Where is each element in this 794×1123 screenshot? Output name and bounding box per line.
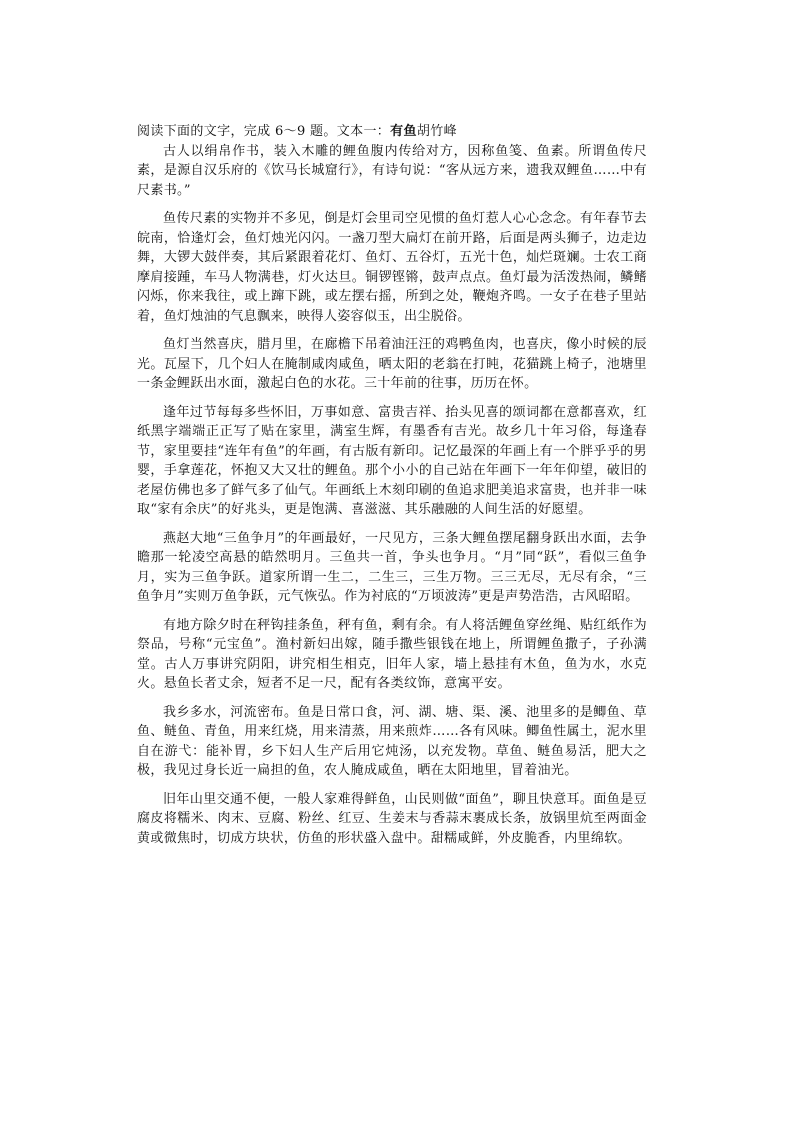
- paragraph-8: 旧年山里交通不便，一般人家难得鲜鱼，山民则做“面鱼”，聊且快意耳。面鱼是豆腐皮将糯米、肉末、豆腐、粉丝、红豆、生姜末与香蒜末裹成长条，放锅里炕至两面金黄或微焦时，切成方块状，仿鱼的形状盛入盘中。甜糯咸鲜，外皮脆香，内里绵软。: [137, 791, 647, 846]
- paragraph-1: 古人以绢帛作书，装入木雕的鲤鱼腹内传给对方，因称鱼笺、鱼素。所谓鱼传尺素，是源自汉乐府的《饮马长城窟行》，有诗句说：“客从远方来，遗我双鲤鱼……中有尺素书。”: [137, 143, 647, 198]
- paragraph-6: 有地方除夕时在秤钩挂条鱼，秤有鱼，剩有余。有人将活鲤鱼穿丝绳、贴红纸作为祭品，号称“元宝鱼”。渔村新妇出嫁，随手撒些银钱在地上，所谓鲤鱼撒子，子孙满堂。古人万事讲究阴阳，讲究相生相克，旧年人家，墙上悬挂有木鱼，鱼为水，水克火。悬鱼长者丈余，短者不足一尺，配有各类纹饰，意寓平安。: [137, 617, 647, 691]
- paragraph-3: 鱼灯当然喜庆，腊月里，在廊檐下吊着油汪汪的鸡鸭鱼肉，也喜庆，像小时候的辰光。瓦屋下，几个妇人在腌制咸肉咸鱼，晒太阳的老翁在打盹，花猫跳上椅子，池塘里一条金鲤跃出水面，激起白色的水花。三十年前的往事，历历在怀。: [137, 337, 647, 391]
- paragraph-4: 逢年过节每每多些怀旧，万事如意、富贵吉祥、抬头见喜的颂词都在意都喜欢，红纸黑字端端正正写了贴在家里，满室生辉，有墨香有吉光。故乡几十年习俗，每逢春节，家里要挂“连年有鱼”的年画，有古版有新印。记忆最深的年画上有一个胖乎乎的男婴，手拿莲花，怀抱又大又壮的鲤鱼。那个小小的自己站在年画下一年年仰望，破旧的老屋仿佛也多了鲜气多了仙气。年画纸上木刻印刷的鱼追求肥美追求富贵，也并非一味取“家有余庆”的好兆头，更是饱满、喜滋滋、其乐融融的人间生活的好愿望。: [137, 404, 647, 517]
- paragraph-5: 燕赵大地“三鱼争月”的年画最好，一尺见方，三条大鲤鱼摆尾翻身跃出水面，去争瞻那一轮凌空高悬的皓然明月。三鱼共一首，争头也争月。“月”同“跃”，看似三鱼争月，实为三鱼争跃。道家所谓一生二，二生三，三生万物。三三无尽，无尽有余，“三鱼争月”实则万鱼争跃，元气恢弘。作为衬底的“万顷波涛”更是声势浩浩，古风昭昭。: [137, 530, 647, 604]
- paragraph-7: 我乡多水，河流密布。鱼是日常口食，河、湖、塘、渠、溪、池里多的是鲫鱼、草鱼、鲢鱼、青鱼，用来红烧，用来清蒸，用来煎炸……各有风味。鲫鱼性属土，泥水里自在游弋：能补胃，乡下妇人生产后用它炖汤，以充发物。草鱼、鲢鱼易活，肥大之极，我见过身长近一扁担的鱼，农人腌成咸鱼，晒在太阳地里，冒着油光。: [137, 704, 647, 778]
- question-intro: [137, 122, 647, 142]
- article-author: 胡竹峰: [416, 124, 457, 139]
- intro-text: 阅读下面的文字，完成 6～9 题。文本一：: [137, 124, 391, 139]
- article-title: 有鱼: [390, 124, 417, 139]
- paragraph-2: 鱼传尺素的实物并不多见，倒是灯会里司空见惯的鱼灯惹人心心念念。有年春节去皖南，恰逢灯会，鱼灯烛光闪闪。一盏刀型大扁灯在前开路，后面是两头狮子，边走边舞，大锣大鼓伴奏，其后紧跟着花灯、鱼灯、五谷灯，五光十色，灿烂斑斓。士农工商摩肩接踵，车马人物满巷，灯火达旦。铜锣铿锵，鼓声点点。鱼灯最为活泼热闹，鳞鳍闪烁，你来我往，或上蹿下跳，或左摆右摇，所到之处，鞭炮齐鸣。一女子在巷子里站着，鱼灯烛油的气息飘来，映得人姿容似玉，出尘脱俗。: [137, 211, 647, 324]
- reading-passage: [137, 122, 647, 848]
